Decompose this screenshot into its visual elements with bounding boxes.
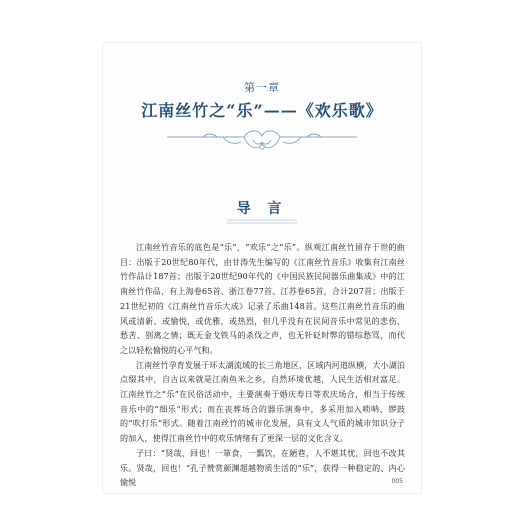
cloud-ornament-icon xyxy=(103,123,421,163)
paragraph: 子曰：“贤哉，回也！一箪食，一瓢饮，在陋巷，人不堪其忧，回也不改其乐。贤哉，回也！”孔子赞赏颜渊超越物质生活的“乐”，获得一种稳定的、内心愉悦 xyxy=(120,448,405,488)
book-page xyxy=(103,43,421,493)
page-number: 005 xyxy=(391,478,403,485)
paragraph: 江南丝竹孕育发展于环太湖流域的长三角地区，区域内河道纵横，大小湖泊点缀其中，自古以来就是江南鱼米之乡，自然环境优越，人民生活相对富足。江南丝竹之“乐”在民俗活动中，主要演奏于婚庆寿日等欢庆场合，相当于传统音乐中的“细乐”形式；而在丧葬场合的器乐演奏中，多采用加入唢呐、锣鼓的“吹打乐”形式。随着江南丝竹的城市化发展，具有文人气质的城市知识分子的加入，使得江南丝竹中的欢乐情绪有了更深一层的文化含义。 xyxy=(120,360,405,444)
paragraph: 江南丝竹音乐的底色是“乐”，“欢乐”之“乐”。纵观江南丝竹留存于世的曲目：出版于20世纪80年代，由甘涛先生编写的《江南丝竹音乐》收集有江南丝竹作品计187首；出版于20世纪90年代的《中国民族民间器乐曲集成》中的江南丝竹作品，有上海卷65首、浙江卷77首、江苏卷65首，合计207首；出版于21世纪初的《江南丝竹音乐大成》记录了乐曲148首。这些江南丝竹音乐的曲风或清新、或愉悦，或优雅，或热烈，但几乎没有在民间音乐中常见的悲伤、愁苦、别离之情；既无金戈铁马的杀伐之声，也无针砭时弊的错综愁骂，而代之以轻松愉悦的心平气和。 xyxy=(120,243,405,355)
chapter-title: 江南丝竹之“乐”——《欢乐歌》 xyxy=(141,101,383,120)
chapter-label: 第一章 xyxy=(244,81,280,94)
heading-divider xyxy=(103,219,421,225)
body-text xyxy=(120,241,405,491)
section-heading: 导 言 xyxy=(236,201,288,217)
